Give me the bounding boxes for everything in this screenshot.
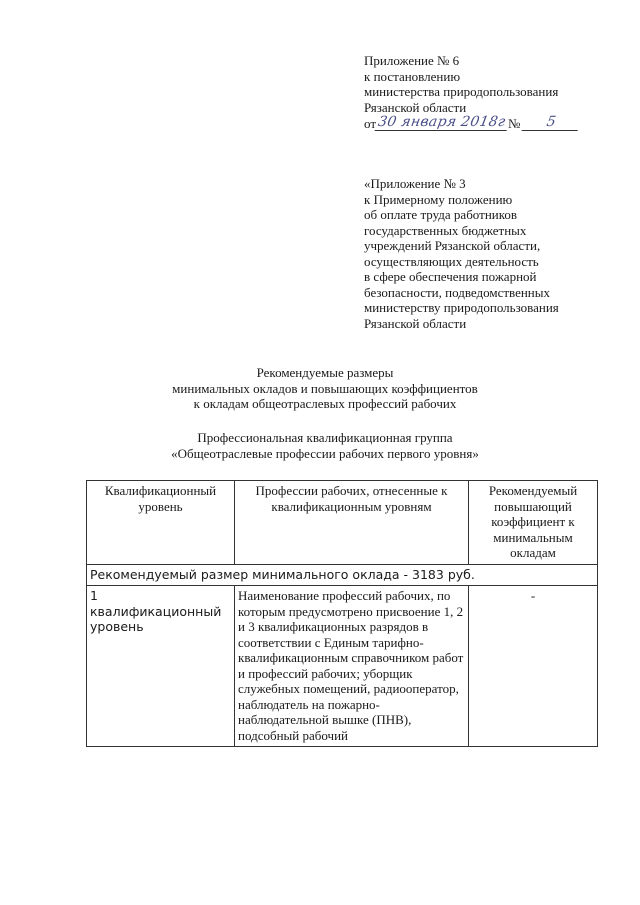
title-line: к окладам общеотраслевых профессий рабочих <box>193 396 457 411</box>
header-coefficient: Рекомендуемый повышающий коэффициент к минимальным окладам <box>469 481 598 565</box>
appendix-6-line: к постановлению <box>364 68 461 84</box>
table-header-row <box>87 481 598 565</box>
table-row <box>87 586 598 747</box>
header-professions: Профессии рабочих, отнесенные к квалификационным уровням <box>235 481 469 565</box>
header-level: Квалификационный уровень <box>87 481 235 565</box>
appendix-3-header <box>364 176 624 331</box>
minimum-salary-text: Рекомендуемый размер минимального оклада - 3183 руб. <box>87 564 598 586</box>
date-number-line <box>364 115 624 131</box>
appendix-3-line: «Приложение № 3 <box>364 176 466 191</box>
appendix-3-line: об оплате труда работников <box>364 207 518 222</box>
number-label: № <box>508 115 521 131</box>
table-summary-row <box>87 564 598 586</box>
professions-list: Наименование профессий рабочих, по которым предусмотрено присвоение 1, 2 и 3 квалификационных разрядов в соответствии с Единым тарифно-квалификационным справочником работ и профессий рабочих; уборщик служебных помещений, радиооператор, наблюдатель на пожарно-наблюдательной вышке (ПНВ), подсобный рабочий <box>235 586 469 747</box>
date-prefix: от <box>364 115 377 131</box>
qualification-table <box>86 480 598 747</box>
appendix-3-line: к Примерному положению <box>364 191 513 207</box>
document-title <box>60 365 590 412</box>
appendix-3-line: министерству природопользования <box>364 300 559 315</box>
handwritten-number: 5 <box>522 115 581 131</box>
appendix-3-line: учреждений Рязанской области, <box>364 238 541 253</box>
appendix-3-line: в сфере обеспечения пожарной <box>364 269 537 284</box>
appendix-3-line: Рязанской области <box>364 315 467 331</box>
title-line: минимальных окладов и повышающих коэффициентов <box>172 380 478 396</box>
appendix-6-header <box>364 53 624 131</box>
appendix-3-line: безопасности, подведомственных <box>364 284 550 300</box>
group-title <box>60 430 590 461</box>
appendix-3-line: осуществляющих деятельность <box>364 253 539 269</box>
group-line: Профессиональная квалификационная группа <box>197 430 453 445</box>
appendix-6-line: Рязанской области <box>364 99 467 115</box>
title-line: Рекомендуемые размеры <box>256 365 394 380</box>
qualification-level: 1 квалификационный уровень <box>87 586 235 747</box>
appendix-6-line: министерства природопользования <box>364 84 559 99</box>
group-line: «Общеотраслевые профессии рабочих первого уровня» <box>171 445 479 461</box>
appendix-6-line: Приложение № 6 <box>364 53 460 68</box>
coefficient-value: - <box>469 586 598 747</box>
handwritten-date: 30 января 2018г <box>375 115 510 131</box>
appendix-3-line: государственных бюджетных <box>364 222 527 238</box>
